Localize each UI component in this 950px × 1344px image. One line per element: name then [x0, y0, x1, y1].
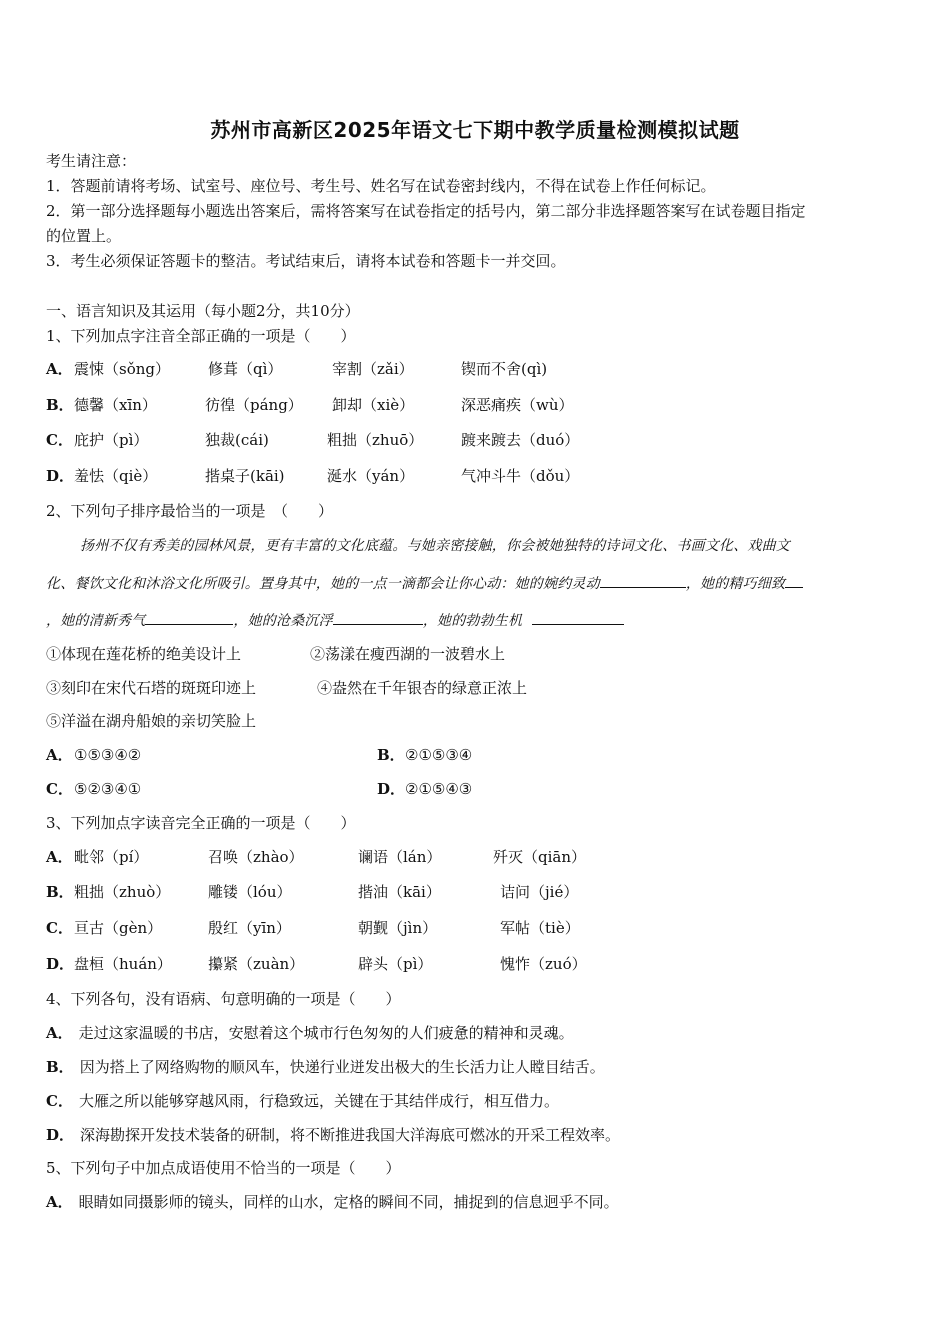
notice-item: 1．答题前请将考场、试室号、座位号、考生号、姓名写在试卷密封线内，不得在试卷上作任何标记。: [46, 177, 716, 195]
option-label: C．: [46, 431, 73, 449]
option-text: 因为搭上了网络购物的顺风车，快递行业迸发出极大的生长活力让人瞠目结舌。: [79, 1058, 605, 1076]
option-item: 气冲斗牛（dǒu）: [461, 467, 580, 485]
option-item: 卸却（xiè）: [332, 396, 415, 414]
option-item: 诘问（jié）: [500, 883, 579, 901]
option-label: B．: [46, 1058, 74, 1076]
passage-text: ，她的精巧细致: [685, 576, 786, 592]
option-item: 震悚（sǒng）: [74, 360, 170, 378]
question-stem: 5、下列句子中加点成语使用不恰当的一项是（ ）: [46, 1159, 401, 1177]
sentence-option: ①体现在莲花桥的绝美设计上: [46, 645, 242, 663]
option-item: 歼灭（qiān）: [493, 848, 587, 866]
notice-item: 3．考生必须保证答题卡的整洁。考试结束后，请将本试卷和答题卡一并交回。: [46, 252, 566, 270]
option-item: 粗拙（zhuò）: [74, 883, 171, 901]
option-item: 愧怍（zuó）: [500, 955, 587, 973]
option-text: 走过这家温暖的书店，安慰着这个城市行色匆匆的人们疲惫的精神和灵魂。: [78, 1024, 574, 1042]
passage-text: 化、餐饮文化和沐浴文化所吸引。置身其中，她的一点一滴都会让你心动：她的婉约灵动: [46, 576, 600, 592]
question-stem: 4、下列各句，没有语病、句意明确的一项是（ ）: [46, 990, 401, 1008]
option-item: 彷徨（páng）: [205, 396, 303, 414]
option-label: A．: [46, 1024, 73, 1042]
option-item: 粗拙（zhuō）: [327, 431, 424, 449]
question-stem: 1、下列加点字注音全部正确的一项是（ ）: [46, 327, 356, 345]
option-row: [46, 1057, 605, 1077]
question-stem: 3、下列加点字读音完全正确的一项是（ ）: [46, 814, 356, 832]
passage-line: [46, 573, 803, 594]
sentence-option: ④盎然在千年银杏的绿意正浓上: [317, 679, 528, 697]
section-heading: 一、语言知识及其运用（每小题2分，共10分）: [46, 302, 360, 320]
answer-blank[interactable]: [532, 610, 624, 625]
option-item: 深恶痛疾（wù）: [461, 396, 574, 414]
page-title: 苏州市高新区2025年语文七下期中教学质量检测模拟试题: [210, 118, 740, 142]
option-item: 踱来踱去（duó）: [461, 431, 580, 449]
option-text: 深海勘探开发技术装备的研制，将不断推进我国大洋海底可燃冰的开采工程效率。: [80, 1126, 621, 1144]
answer-blank[interactable]: [785, 573, 803, 588]
option-label: D．: [377, 780, 406, 798]
option-item: 涎水（yán）: [327, 467, 415, 485]
option-label: A．: [46, 360, 73, 378]
passage-text: ，她的勃勃生机: [422, 613, 523, 629]
option-row: [46, 1091, 559, 1111]
question-stem: 2、下列句子排序最恰当的一项是 （ ）: [46, 502, 334, 520]
answer-blank[interactable]: [145, 610, 233, 625]
option-item: 毗邻（pí）: [74, 848, 149, 866]
notice-item: 2．第一部分选择题每小题选出答案后，需将答案写在试卷指定的括号内，第二部分非选择题答案写在试卷题目指定: [46, 202, 806, 220]
option-item: 修葺（qì）: [208, 360, 283, 378]
option-label: B．: [377, 746, 405, 764]
option-row: [46, 1023, 574, 1043]
option-label: A．: [46, 1193, 73, 1211]
option-label: B．: [46, 883, 74, 901]
passage-text: ，她的清新秀气: [46, 613, 146, 629]
passage-line: [46, 610, 624, 631]
option-row: [46, 1125, 620, 1145]
option-item: 殷红（yīn）: [208, 919, 291, 937]
option-item: 谰语（lán）: [358, 848, 442, 866]
option-text: ①⑤③④②: [74, 746, 142, 764]
option-item: 攥紧（zuàn）: [208, 955, 305, 973]
option-item: 独裁(cái): [205, 431, 269, 449]
answer-blank[interactable]: [333, 610, 423, 625]
option-item: 召唤（zhào）: [208, 848, 304, 866]
option-item: 朝觐（jìn）: [358, 919, 438, 937]
option-item: 锲而不舍(qì): [461, 360, 548, 378]
option-text: ②①⑤③④: [405, 746, 473, 764]
option-item: 宰割（zǎi）: [332, 360, 414, 378]
option-text: ⑤②③④①: [74, 780, 142, 798]
option-text: 大雁之所以能够穿越风雨，行稳致远，关键在于其结伴成行，相互借力。: [78, 1092, 559, 1110]
option-label: C．: [46, 780, 73, 798]
option-item: 揩油（kāi）: [358, 883, 441, 901]
passage-text: ，她的沧桑沉浮: [233, 613, 333, 629]
option-item: 雕镂（lóu）: [208, 883, 292, 901]
option-item: 盘桓（huán）: [74, 955, 172, 973]
option-label: B．: [46, 396, 74, 414]
sentence-option: ⑤洋溢在湖舟船娘的亲切笑脸上: [46, 712, 257, 730]
option-row: [46, 1192, 619, 1212]
option-item: 亘古（gèn）: [74, 919, 163, 937]
option-text: 眼睛如同摄影师的镜头，同样的山水，定格的瞬间不同，捕捉到的信息迥乎不同。: [78, 1193, 619, 1211]
option-label: C．: [46, 919, 73, 937]
option-label: C．: [46, 1092, 73, 1110]
answer-blank[interactable]: [600, 573, 686, 588]
option-label: A．: [46, 746, 73, 764]
option-item: 揩桌子(kāi): [205, 467, 285, 485]
option-item: 军帖（tiè）: [500, 919, 580, 937]
option-label: D．: [46, 955, 75, 973]
notice-heading: 考生请注意：: [46, 152, 137, 170]
option-label: A．: [46, 848, 73, 866]
notice-item: 的位置上。: [46, 227, 122, 245]
sentence-option: ③刻印在宋代石塔的斑斑印迹上: [46, 679, 257, 697]
option-item: 庇护（pì）: [74, 431, 149, 449]
option-item: 辟头（pì）: [358, 955, 433, 973]
option-label: D．: [46, 1126, 75, 1144]
passage-line: 扬州不仅有秀美的园林风景，更有丰富的文化底蕴。与她亲密接触，你会被她独特的诗词文化、书画文化、戏曲文: [80, 538, 790, 554]
option-item: 羞怯（qiè）: [74, 467, 158, 485]
option-label: D．: [46, 467, 75, 485]
option-text: ②①⑤④③: [405, 780, 473, 798]
sentence-option: ②荡漾在瘦西湖的一波碧水上: [310, 645, 506, 663]
option-item: 德馨（xīn）: [74, 396, 157, 414]
